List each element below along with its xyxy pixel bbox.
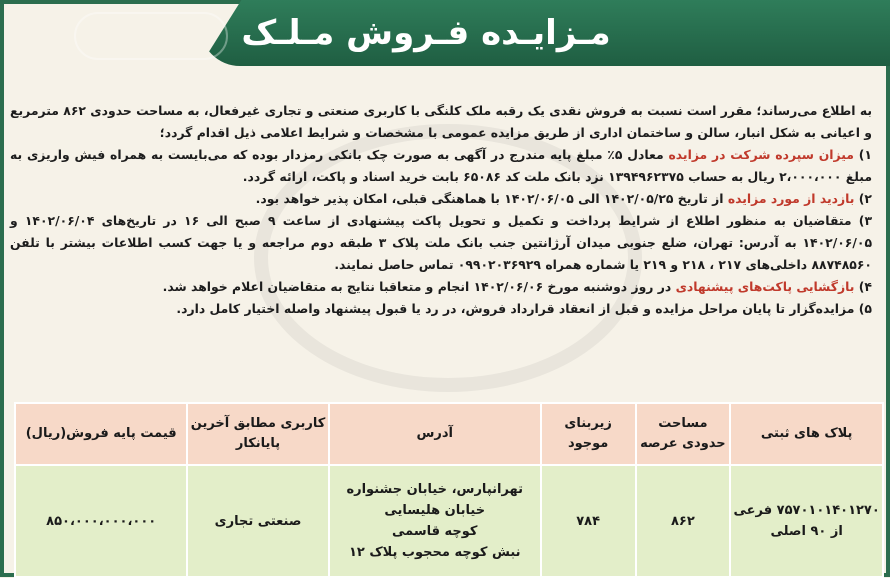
intro-paragraph xyxy=(10,100,872,144)
cell-usage: صنعتی تجاری xyxy=(187,465,328,577)
cell-plate xyxy=(730,465,883,577)
notice-body xyxy=(10,100,872,320)
header-address: آدرس xyxy=(329,403,541,465)
table-header-row xyxy=(15,403,883,465)
item-number: ۱) xyxy=(853,147,872,162)
item-1 xyxy=(10,144,872,188)
property-table xyxy=(14,402,884,578)
item-label: بازدید از مورد مزایده xyxy=(727,191,855,206)
address-line-1: تهرانپارس، خیابان جشنواره xyxy=(346,482,524,497)
item-text: مزایده‌گزار تا پایان مراحل مزایده و قبل از انعقاد قرارداد فروش، در رد یا قبول پیشنهاد واصله اختیار کامل دارد. xyxy=(176,301,855,316)
plate-line-2: از ۹۰ اصلی xyxy=(770,524,843,539)
address-line-2: خیابان هلیسایی xyxy=(384,503,486,518)
address-line-4: نبش کوچه محجوب پلاک ۱۲ xyxy=(348,545,521,560)
item-3 xyxy=(10,210,872,276)
cell-price: ۸۵۰،۰۰۰،۰۰۰،۰۰۰ xyxy=(15,465,187,577)
cell-building: ۷۸۴ xyxy=(541,465,636,577)
intro-part2: از طریق مزایده عمومی با مشخصات و شرایط اعلامی ذیل اقدام گردد؛ xyxy=(159,125,590,140)
item-number: ۵) xyxy=(854,301,872,316)
header-decoration xyxy=(74,12,228,60)
item-4 xyxy=(10,276,872,298)
item-5 xyxy=(10,298,872,320)
header xyxy=(4,4,886,66)
item-label: بازگشایی پاکت‌های پیشنهادی xyxy=(675,279,855,294)
cell-area: ۸۶۲ xyxy=(636,465,731,577)
item-label: میزان سپرده شرکت در مزایده xyxy=(668,147,854,162)
item-text: معادل ۵٪ مبلغ پایه مندرج در آگهی به صورت چک بانکی رمزدار بوده که می‌بایست به همراه فیش واریزی به مبلغ ۲،۰۰۰،۰۰۰ ریال به حساب ۱۳۹۴۹۶۲۳۷۵ نزد بانک ملت کد ۶۵۰۸۶ بابت خرید اسناد و پاکت، ارائه گردد. xyxy=(10,147,872,184)
header-area: مساحت حدودی عرصه xyxy=(636,403,731,465)
table-row xyxy=(15,465,883,577)
cell-address xyxy=(329,465,541,577)
plate-line-1: ۷۵۷۰۱۰۱۴۰۱۲۷۰ فرعی xyxy=(733,503,880,518)
header-plate: پلاک های ثبتی xyxy=(730,403,883,465)
header-building: زیربنای موجود xyxy=(541,403,636,465)
item-text: متقاضیان به منظور اطلاع از شرایط پرداخت و تکمیل و تحویل پاکت پیشنهادی از ساعت ۹ صبح الی ۱۶ در تاریخ‌های ۱۴۰۲/۰۶/۰۴ و ۱۴۰۲/۰۶/۰۵ به آدرس: تهران، ضلع جنوبی میدان آرژانتین جنب بانک ملت پلاک ۳ طبقه دوم مراجعه و یا جهت کسب اطلاعات بیشتر با تلفن ۸۸۷۴۸۵۶۰ داخلی‌های ۲۱۷ ، ۲۱۸ و ۲۱۹ یا شماره همراه ۰۹۹۰۲۰۳۶۹۲۹ تماس حاصل نمایند. xyxy=(10,213,873,272)
item-number: ۲) xyxy=(854,191,872,206)
item-number: ۴) xyxy=(854,279,872,294)
page-title: مـزایـده فـروش مـلـک xyxy=(241,13,611,53)
item-number: ۳) xyxy=(851,213,873,228)
intro-part1-bold: یک رقبه ملک کلنگی با کاربری صنعتی و تجاری غیرفعال، به مساحت حدودی ۸۶۲ مترمربع و اعیانی به شکل انبار، سالن و ساختمان اداری xyxy=(10,103,872,140)
intro-part1: به اطلاع می‌رساند؛ مقرر است نسبت به فروش نقدی xyxy=(544,103,873,118)
address-line-3: کوچه قاسمی xyxy=(391,524,478,539)
item-text: از تاریخ ۱۴۰۲/۰۵/۲۵ الی ۱۴۰۲/۰۶/۰۵ با هماهنگی قبلی، امکان پذیر خواهد بود. xyxy=(255,191,728,206)
header-price: قیمت پایه فروش(ریال) xyxy=(15,403,187,465)
item-2 xyxy=(10,188,872,210)
header-usage: کاربری مطابق آخرین پایانکار xyxy=(187,403,328,465)
item-text: در روز دوشنبه مورخ ۱۴۰۲/۰۶/۰۶ انجام و متعاقبا نتایج به متقاضیان اعلام خواهد شد. xyxy=(162,279,676,294)
